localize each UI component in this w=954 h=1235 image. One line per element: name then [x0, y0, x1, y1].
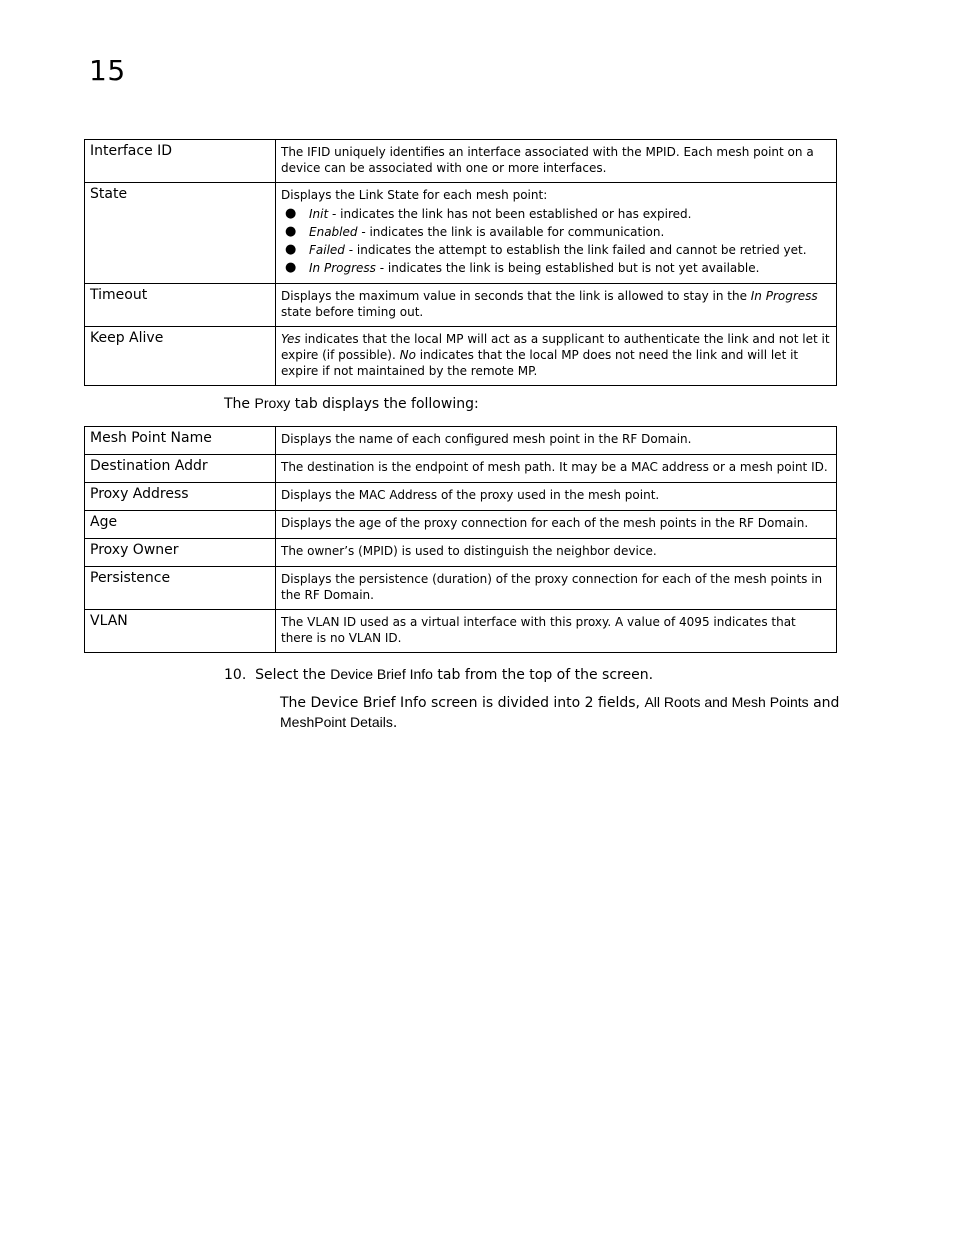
bullet-icon: ● — [285, 224, 297, 239]
para-text: Select the — [255, 667, 331, 683]
row-description: The IFID uniquely identifies an interface associated with the MPID. Each mesh point on a device can be associated with one or more interfaces. — [276, 140, 837, 183]
row-term: Timeout — [85, 284, 276, 327]
step-10 — [224, 665, 653, 685]
ui-label-proxy: Proxy — [254, 395, 291, 411]
desc-emphasis: No — [399, 348, 416, 362]
row-term: Interface ID — [85, 140, 276, 183]
desc-emphasis: In Progress — [750, 289, 818, 303]
table-row — [85, 483, 837, 511]
para-text: tab from the top of the screen. — [432, 667, 654, 683]
para-text: The Device Brief Info screen is divided into 2 fields, — [280, 695, 645, 711]
state-name: Enabled — [309, 225, 358, 239]
table-row — [85, 327, 837, 386]
table-row — [85, 140, 837, 183]
row-term: Keep Alive — [85, 327, 276, 386]
row-description — [276, 183, 837, 284]
row-description: The VLAN ID used as a virtual interface with this proxy. A value of 4095 indicates that there is no VLAN ID. — [276, 610, 837, 653]
desc-text: Displays the maximum value in seconds that the link is allowed to stay in the — [281, 289, 751, 303]
row-description: The destination is the endpoint of mesh path. It may be a MAC address or a mesh point ID. — [276, 455, 837, 483]
row-description — [276, 284, 837, 327]
para-text: . — [392, 715, 398, 731]
state-text: - indicates the link is available for communication. — [357, 225, 665, 239]
row-description: Displays the MAC Address of the proxy used in the mesh point. — [276, 483, 837, 511]
state-text: - indicates the attempt to establish the link failed and cannot be retried yet. — [344, 243, 807, 257]
desc-text: indicates that the local MP does not need the link and will let it expire if not maintained by the remote MP. — [281, 348, 799, 378]
desc-text: state before timing out. — [281, 305, 424, 319]
row-description: Displays the persistence (duration) of the proxy connection for each of the mesh points in the RF Domain. — [276, 567, 837, 610]
row-description: Displays the name of each configured mesh point in the RF Domain. — [276, 427, 837, 455]
desc-emphasis: Yes — [281, 332, 301, 346]
proxy-parameters-table — [84, 426, 837, 653]
desc-text: indicates that the local MP will act as a supplicant to authenticate the link and not let it expire (if possible). — [281, 332, 830, 362]
row-description: The owner’s (MPID) is used to distinguish the neighbor device. — [276, 539, 837, 567]
table-row — [85, 455, 837, 483]
state-name: Init — [309, 207, 329, 221]
table-row — [85, 427, 837, 455]
table-row — [85, 183, 837, 284]
table-row — [85, 567, 837, 610]
list-item — [281, 259, 831, 277]
step-number: 10. — [224, 667, 247, 683]
ui-label-device-brief-info: Device Brief Info — [330, 666, 433, 682]
ui-label-all-roots: All Roots and Mesh Points — [644, 694, 809, 710]
state-intro: Displays the Link State for each mesh point: — [281, 188, 548, 202]
para-text: tab displays the following: — [290, 396, 479, 412]
list-item — [281, 205, 831, 223]
list-item — [281, 223, 831, 241]
para-text: The — [224, 396, 255, 412]
row-term: Persistence — [85, 567, 276, 610]
row-description: Displays the age of the proxy connection for each of the mesh points in the RF Domain. — [276, 511, 837, 539]
mesh-link-parameters-table — [84, 139, 837, 386]
bullet-icon: ● — [285, 206, 297, 221]
row-term: Destination Addr — [85, 455, 276, 483]
state-text: - indicates the link is being established but is not yet available. — [375, 261, 760, 275]
row-description — [276, 327, 837, 386]
list-item — [281, 241, 831, 259]
state-text: - indicates the link has not been established or has expired. — [328, 207, 692, 221]
para-text: and — [808, 695, 840, 711]
ui-label-meshpoint-details: MeshPoint Details — [280, 714, 393, 730]
bullet-icon: ● — [285, 260, 297, 275]
row-term: Proxy Address — [85, 483, 276, 511]
row-term: Mesh Point Name — [85, 427, 276, 455]
row-term: State — [85, 183, 276, 284]
chapter-number: 15 — [89, 54, 126, 87]
row-term: Age — [85, 511, 276, 539]
table-row — [85, 539, 837, 567]
table-row — [85, 511, 837, 539]
table-row — [85, 610, 837, 653]
row-term: Proxy Owner — [85, 539, 276, 567]
state-name: Failed — [309, 243, 345, 257]
row-term: VLAN — [85, 610, 276, 653]
table-row — [85, 284, 837, 327]
state-list — [281, 205, 831, 277]
step-10-detail — [280, 693, 840, 733]
state-name: In Progress — [309, 261, 376, 275]
proxy-tab-intro — [224, 394, 479, 414]
bullet-icon: ● — [285, 242, 297, 257]
